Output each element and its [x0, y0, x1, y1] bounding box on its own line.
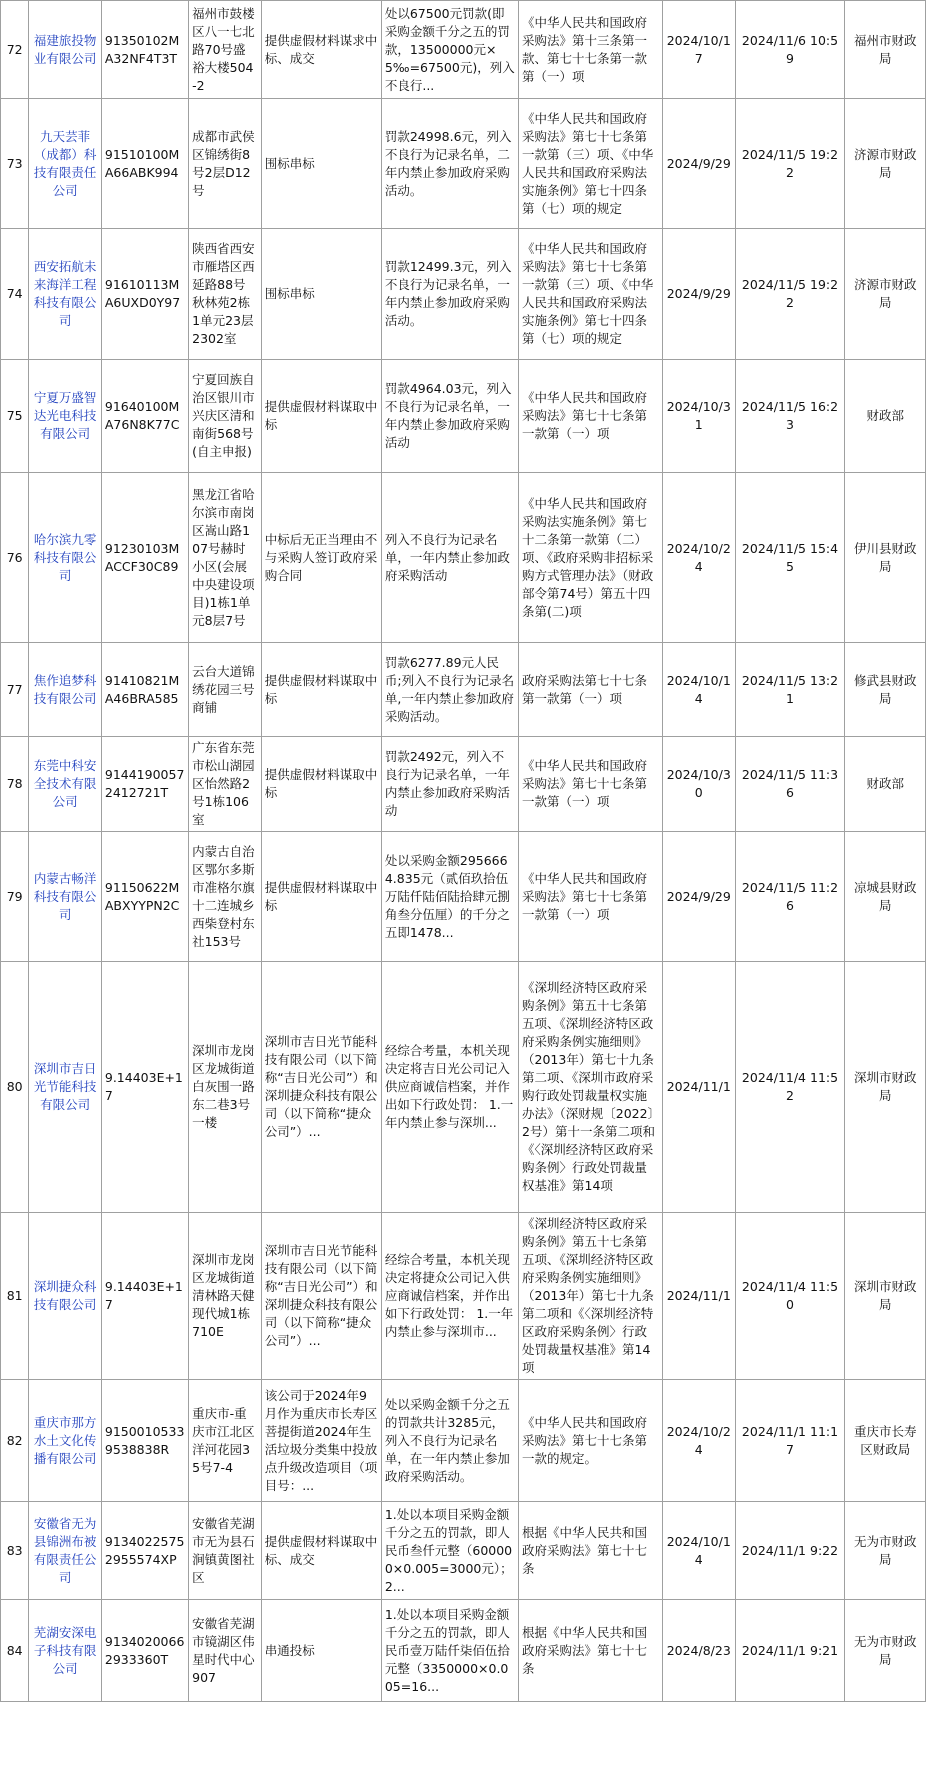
credit-code: 91340200662933360T	[101, 1600, 188, 1702]
table-row	[1, 1, 926, 99]
company-address: 福州市鼓楼区八一七北路70号盛裕大楼504-2	[189, 1, 262, 99]
record-number: 84	[1, 1600, 29, 1702]
legal-basis: 《中华人民共和国政府采购法》第十三条第一款、第七十七条第一款第（一）项	[519, 1, 663, 99]
credit-code: 91441900572412721T	[101, 737, 188, 832]
credit-code: 9.14403E+17	[101, 1213, 188, 1380]
violation-reason: 围标串标	[261, 99, 381, 229]
company-name-link[interactable]: 焦作追梦科技有限公司	[29, 643, 102, 737]
published-time: 2024/11/5 11:36	[735, 737, 845, 832]
published-time: 2024/11/1 11:17	[735, 1380, 845, 1502]
published-time: 2024/11/5 11:26	[735, 832, 845, 962]
legal-basis: 《深圳经济特区政府采购条例》第五十七条第五项、《深圳经济特区政府采购条例实施细则》（2013年）第七十九条第二项、《深圳市政府采购行政处罚裁量权实施办法》（深财规〔2022〕2号）第十一条第二项和《〈深圳经济特区政府采购条例〉行政处罚裁量权基准》第14项	[519, 962, 663, 1213]
violation-reason: 提供虚假材料谋取中标	[261, 737, 381, 832]
company-name-link[interactable]: 西安拓航未来海洋工程科技有限公司	[29, 229, 102, 360]
published-time: 2024/11/4 11:52	[735, 962, 845, 1213]
violation-reason: 深圳市吉日光节能科技有限公司（以下简称“吉日光公司”）和深圳捷众科技有限公司（以下简称“捷众公司”）...	[261, 962, 381, 1213]
table-row	[1, 473, 926, 643]
company-address: 广东省东莞市松山湖园区怡然路2号1栋106室	[189, 737, 262, 832]
record-number: 81	[1, 1213, 29, 1380]
violation-reason: 串通投标	[261, 1600, 381, 1702]
credit-code: 91230103MACCF30C89	[101, 473, 188, 643]
company-name-link[interactable]: 深圳市吉日光节能科技有限公司	[29, 962, 102, 1213]
violation-reason: 提供虚假材料谋取中标	[261, 643, 381, 737]
credit-code: 91640100MA76N8K77C	[101, 360, 188, 473]
company-address: 深圳市龙岗区龙城街道白灰围一路东二巷3号一楼	[189, 962, 262, 1213]
penalty-date: 2024/10/30	[662, 737, 735, 832]
enforcement-authority: 修武县财政局	[845, 643, 926, 737]
enforcement-authority: 济源市财政局	[845, 99, 926, 229]
violation-reason: 围标串标	[261, 229, 381, 360]
company-address: 深圳市龙岗区龙城街道清林路天健现代城1栋710E	[189, 1213, 262, 1380]
company-name-link[interactable]: 内蒙古畅洋科技有限公司	[29, 832, 102, 962]
company-name-link[interactable]: 安徽省无为县锦洲布被有限责任公司	[29, 1502, 102, 1600]
record-number: 83	[1, 1502, 29, 1600]
penalty-date: 2024/10/24	[662, 1380, 735, 1502]
company-name-link[interactable]: 东莞中科安全技术有限公司	[29, 737, 102, 832]
company-name-link[interactable]: 重庆市那方水土文化传播有限公司	[29, 1380, 102, 1502]
penalty-detail: 罚款24998.6元，列入不良行为记录名单，二年内禁止参加政府采购活动。	[381, 99, 518, 229]
record-number: 80	[1, 962, 29, 1213]
credit-code: 91340225752955574XP	[101, 1502, 188, 1600]
record-number: 77	[1, 643, 29, 737]
table-row	[1, 229, 926, 360]
enforcement-authority: 无为市财政局	[845, 1502, 926, 1600]
published-time: 2024/11/5 15:45	[735, 473, 845, 643]
company-address: 宁夏回族自治区银川市兴庆区清和南街568号(自主申报)	[189, 360, 262, 473]
legal-basis: 根据《中华人民共和国政府采购法》第七十七条	[519, 1600, 663, 1702]
record-number: 76	[1, 473, 29, 643]
penalty-date: 2024/11/1	[662, 1213, 735, 1380]
legal-basis: 《深圳经济特区政府采购条例》第五十七条第五项、《深圳经济特区政府采购条例实施细则》（2013年）第七十九条第二项和《〈深圳经济特区政府采购条例〉行政处罚裁量权基准》第14项	[519, 1213, 663, 1380]
legal-basis: 《中华人民共和国政府采购法》第七十七条第一款第（三）项、《中华人民共和国政府采购法实施条例》第七十四条第（七）项的规定	[519, 229, 663, 360]
credit-code: 91350102MA32NF4T3T	[101, 1, 188, 99]
record-number: 82	[1, 1380, 29, 1502]
legal-basis: 《中华人民共和国政府采购法》第七十七条第一款第（一）项	[519, 360, 663, 473]
company-name-link[interactable]: 哈尔滨九零科技有限公司	[29, 473, 102, 643]
company-address: 黑龙江省哈尔滨市南岗区嵩山路107号赫时小区(会展中央建设项目)1栋1单元8层7号	[189, 473, 262, 643]
company-address: 安徽省芜湖市无为县石涧镇黄图社区	[189, 1502, 262, 1600]
company-name-link[interactable]: 宁夏万盛智达光电科技有限公司	[29, 360, 102, 473]
enforcement-authority: 济源市财政局	[845, 229, 926, 360]
violation-reason: 中标后无正当理由不与采购人签订政府采购合同	[261, 473, 381, 643]
record-number: 78	[1, 737, 29, 832]
legal-basis: 《中华人民共和国政府采购法》第七十七条第一款第（三）项、《中华人民共和国政府采购法实施条例》第七十四条第（七）项的规定	[519, 99, 663, 229]
published-time: 2024/11/4 11:50	[735, 1213, 845, 1380]
penalty-detail: 处以采购金额2956664.835元（贰佰玖拾伍万陆仟陆佰陆拾肆元捌角叁分伍厘）的千分之五即1478...	[381, 832, 518, 962]
published-time: 2024/11/5 19:22	[735, 229, 845, 360]
legal-basis: 《中华人民共和国政府采购法》第七十七条第一款第（一）项	[519, 737, 663, 832]
violation-reason: 提供虚假材料谋取中标	[261, 832, 381, 962]
enforcement-authority: 福州市财政局	[845, 1, 926, 99]
violation-reason: 提供虚假材料谋取中标	[261, 360, 381, 473]
penalty-detail: 1.处以本项目采购金额千分之五的罚款，即人民币叁仟元整（600000×0.005=3000元）；2...	[381, 1502, 518, 1600]
penalty-date: 2024/10/14	[662, 643, 735, 737]
penalty-detail: 罚款2492元，列入不良行为记录名单，一年内禁止参加政府采购活动	[381, 737, 518, 832]
penalty-date: 2024/10/31	[662, 360, 735, 473]
record-number: 79	[1, 832, 29, 962]
company-address: 重庆市-重庆市江北区洋河花园35号7-4	[189, 1380, 262, 1502]
legal-basis: 《中华人民共和国政府采购法》第七十七条第一款的规定。	[519, 1380, 663, 1502]
table-row	[1, 99, 926, 229]
legal-basis: 《中华人民共和国政府采购法》第七十七条第一款第（一）项	[519, 832, 663, 962]
table-row	[1, 1380, 926, 1502]
enforcement-authority: 重庆市长寿区财政局	[845, 1380, 926, 1502]
credit-code: 91510100MA66ABK994	[101, 99, 188, 229]
table-row	[1, 360, 926, 473]
company-address: 安徽省芜湖市镜湖区伟星时代中心907	[189, 1600, 262, 1702]
violation-reason: 深圳市吉日光节能科技有限公司（以下简称“吉日光公司”）和深圳捷众科技有限公司（以下简称“捷众公司”）...	[261, 1213, 381, 1380]
record-number: 73	[1, 99, 29, 229]
company-address: 内蒙古自治区鄂尔多斯市准格尔旗十二连城乡西柴登村东社153号	[189, 832, 262, 962]
published-time: 2024/11/1 9:22	[735, 1502, 845, 1600]
company-address: 陕西省西安市雁塔区西延路88号秋林苑2栋1单元23层2302室	[189, 229, 262, 360]
table-row	[1, 832, 926, 962]
table-row	[1, 962, 926, 1213]
credit-code: 91150622MABXYYPN2C	[101, 832, 188, 962]
enforcement-authority: 深圳市财政局	[845, 1213, 926, 1380]
penalty-date: 2024/10/14	[662, 1502, 735, 1600]
enforcement-authority: 无为市财政局	[845, 1600, 926, 1702]
penalty-date: 2024/9/29	[662, 99, 735, 229]
violation-reason: 提供虚假材料谋取中标、成交	[261, 1502, 381, 1600]
enforcement-authority: 凉城县财政局	[845, 832, 926, 962]
company-name-link[interactable]: 九天芸菲（成都）科技有限责任公司	[29, 99, 102, 229]
company-name-link[interactable]: 福建旅投物业有限公司	[29, 1, 102, 99]
company-address: 云台大道锦绣花园三号商铺	[189, 643, 262, 737]
penalty-date: 2024/9/29	[662, 832, 735, 962]
penalty-detail: 列入不良行为记录名单，一年内禁止参加政府采购活动	[381, 473, 518, 643]
legal-basis: 政府采购法第七十七条第一款第（一）项	[519, 643, 663, 737]
company-name-link[interactable]: 芜湖安深电子科技有限公司	[29, 1600, 102, 1702]
penalty-date: 2024/8/23	[662, 1600, 735, 1702]
credit-code: 91410821MA46BRA585	[101, 643, 188, 737]
credit-code: 91610113MA6UXD0Y97	[101, 229, 188, 360]
record-number: 74	[1, 229, 29, 360]
table-row	[1, 737, 926, 832]
company-address: 成都市武侯区锦绣街8号2层D12号	[189, 99, 262, 229]
table-row	[1, 1213, 926, 1380]
table-row	[1, 643, 926, 737]
violation-reason: 提供虚假材料谋求中标、成交	[261, 1, 381, 99]
penalty-detail: 经综合考量，本机关现决定将捷众公司记入供应商诚信档案，并作出如下行政处罚： 1.一年内禁止参与深圳市...	[381, 1213, 518, 1380]
published-time: 2024/11/5 19:22	[735, 99, 845, 229]
table-row	[1, 1502, 926, 1600]
penalty-detail: 1.处以本项目采购金额千分之五的罚款，即人民币壹万陆仟柒佰伍拾元整（3350000×0.005=16...	[381, 1600, 518, 1702]
published-time: 2024/11/1 9:21	[735, 1600, 845, 1702]
penalty-detail: 罚款6277.89元人民币;列入不良行为记录名单,一年内禁止参加政府采购活动。	[381, 643, 518, 737]
penalty-date: 2024/11/1	[662, 962, 735, 1213]
company-name-link[interactable]: 深圳捷众科技有限公司	[29, 1213, 102, 1380]
enforcement-authority: 财政部	[845, 360, 926, 473]
penalty-date: 2024/9/29	[662, 229, 735, 360]
legal-basis: 《中华人民共和国政府采购法实施条例》第七十二条第一款第（二）项、《政府采购非招标采购方式管理办法》（财政部令第74号）第五十四条第(二)项	[519, 473, 663, 643]
record-number: 72	[1, 1, 29, 99]
penalty-detail: 经综合考量，本机关现决定将吉日光公司记入供应商诚信档案，并作出如下行政处罚： 1.一年内禁止参与深圳...	[381, 962, 518, 1213]
enforcement-authority: 伊川县财政局	[845, 473, 926, 643]
penalty-detail: 罚款12499.3元，列入不良行为记录名单，一年内禁止参加政府采购活动。	[381, 229, 518, 360]
credit-code: 91500105339538838R	[101, 1380, 188, 1502]
penalty-date: 2024/10/24	[662, 473, 735, 643]
enforcement-authority: 深圳市财政局	[845, 962, 926, 1213]
penalty-date: 2024/10/17	[662, 1, 735, 99]
penalty-detail: 处以67500元罚款(即采购金额千分之五的罚款，13500000元×5‰=67500元)，列入不良行...	[381, 1, 518, 99]
record-number: 75	[1, 360, 29, 473]
published-time: 2024/11/5 13:21	[735, 643, 845, 737]
credit-code: 9.14403E+17	[101, 962, 188, 1213]
enforcement-authority: 财政部	[845, 737, 926, 832]
penalty-detail: 罚款4964.03元，列入不良行为记录名单，一年内禁止参加政府采购活动	[381, 360, 518, 473]
legal-basis: 根据《中华人民共和国政府采购法》第七十七条	[519, 1502, 663, 1600]
published-time: 2024/11/6 10:59	[735, 1, 845, 99]
table-row	[1, 1600, 926, 1702]
penalty-detail: 处以采购金额千分之五的罚款共计3285元，列入不良行为记录名单，在一年内禁止参加政府采购活动。	[381, 1380, 518, 1502]
violation-reason: 该公司于2024年9月作为重庆市长寿区菩提街道2024年生活垃圾分类集中投放点升级改造项目（项目号：...	[261, 1380, 381, 1502]
published-time: 2024/11/5 16:23	[735, 360, 845, 473]
